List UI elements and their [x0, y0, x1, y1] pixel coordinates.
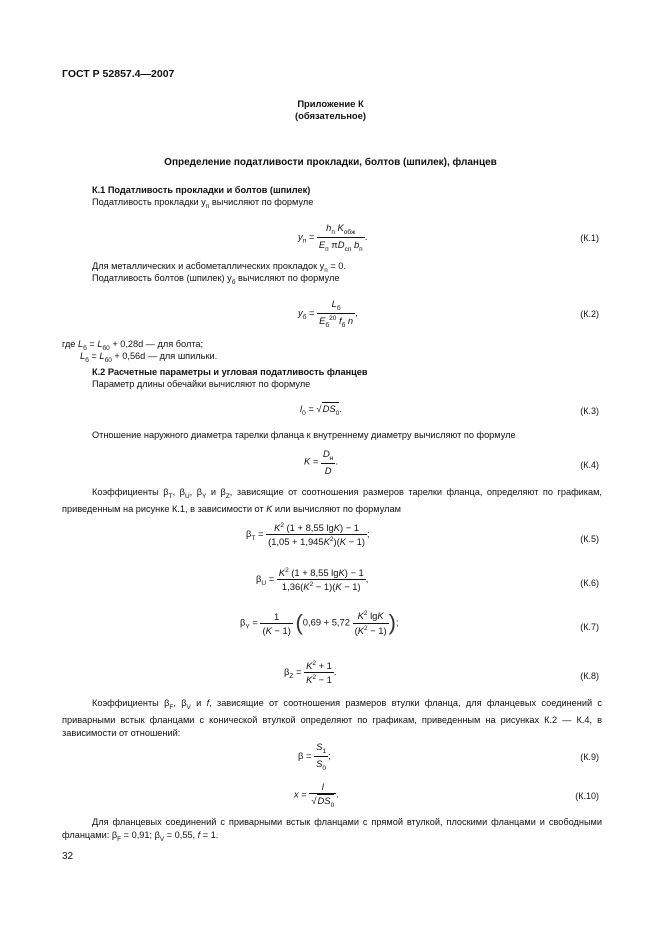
formula-k2: $y_б$ = $\frac{L_б}{E_б^{20} f_б n}$ ,	[298, 298, 358, 329]
appendix-heading: Определение податливости прокладки, болтов (шпилек), фланцев	[164, 157, 497, 168]
bolt-intro: Податливость болтов (шпилек) $y_б$ вычисляют по формуле	[92, 273, 340, 286]
equation-number-k5: (К.5)	[580, 534, 599, 544]
straight-hub-paragraph: Для фланцевых соединений с приварными встык фланцами с прямой втулкой, плоскими фланцами и свободными фланцами: $\beta_F = 0,91$; $\beta_V = 0,55$, f = 1.	[62, 817, 602, 843]
equation-number-k3: (К.3)	[580, 406, 599, 416]
equation-number-k4: (К.4)	[580, 460, 599, 470]
where-stud-definition: $L_б = L_{б0} + 0,56d$ — для шпильки.	[80, 351, 218, 364]
document-header: ГОСТ Р 52857.4—2007	[62, 68, 175, 80]
formula-k10: x = $\frac{l}{√DS_0}$ .	[294, 781, 339, 809]
appendix-subtitle: (обязательное)	[295, 110, 366, 121]
section-k1-title: К.1 Податливость прокладки и болтов (шпилек)	[92, 185, 311, 195]
equation-number-k1: (К.1)	[580, 233, 599, 243]
formula-k8: $\beta_Z$ = $\frac{K^2 + 1}{K^2 - 1}$ .	[284, 660, 337, 686]
formula-k1: $y_п$ = $\frac{h_п K_{обж}}{E_п \pi D_{сп} b_п}$ .	[298, 222, 368, 253]
shell-length-intro: Параметр длины обечайки вычисляют по формуле	[92, 379, 311, 389]
formula-k3: $l_0 = √DS_0$.	[300, 403, 342, 417]
equation-number-k9: (К.9)	[580, 752, 599, 762]
section-k2-title: К.2 Расчетные параметры и угловая податливость фланцев	[92, 367, 368, 377]
formula-k5: $\beta_T$ = $\frac{K^2 (1 + 8,55 \lg K) - 1}{(1,05 + 1,945K^2)(K - 1)}$ ;	[246, 522, 370, 548]
metal-gasket-note: Для металлических и асбометаллических прокладок $y_п = 0$.	[92, 261, 346, 274]
formula-k7: $\beta_Y$ = $\frac{1}{(K - 1)}$ (0,69 + 5,72 $\frac{K^2 \lg K}{(K^2 - 1)}$ );	[240, 610, 399, 636]
formula-k4: K = $\frac{D_н}{D}$ .	[304, 448, 338, 476]
diameter-ratio-intro: Отношение наружного диаметра тарелки фланца к внутреннему диаметру вычисляют по формуле	[92, 430, 516, 440]
equation-number-k10: (К.10)	[575, 791, 599, 801]
equation-number-k8: (К.8)	[580, 671, 599, 681]
flange-coefficients-paragraph: Коэффициенты $\beta_T$, $\beta_U$, $\beta_Y$ и $\beta_Z$, зависящие от соотношения размеров тарелки фланца, определяют по графикам, приведенным на рисунке К.1, в зависимости от K или вычисляют по формулам	[62, 487, 602, 515]
equation-number-k6: (К.6)	[580, 578, 599, 588]
equation-number-k2: (К.2)	[580, 309, 599, 319]
gasket-intro: Податливость прокладки $y_п$ вычисляют по формуле	[92, 197, 314, 210]
page-number: 32	[62, 851, 74, 862]
equation-number-k7: (К.7)	[580, 622, 599, 632]
where-bolt-definition: где $L_б = L_{б0} + 0,28d$ — для болта;	[62, 339, 204, 352]
formula-k6: $\beta_U$ = $\frac{K^2 (1 + 8,55 \lg K) - 1}{1,36(K^2 - 1)(K - 1)}$ ,	[256, 567, 369, 593]
hub-coefficients-paragraph: Коэффициенты $\beta_F$, $\beta_V$ и f, зависящие от соотношения размеров втулки фланца, для фланцевых соединений с приварными встык фланцами с конической втулкой определяют по графикам, приведенным на рисунках К.2 — К.4, в зависимости от отношений:	[62, 698, 602, 739]
appendix-title: Приложение К	[297, 98, 364, 109]
formula-k9: β = $\frac{S_1}{S_0}$ ;	[298, 741, 331, 772]
